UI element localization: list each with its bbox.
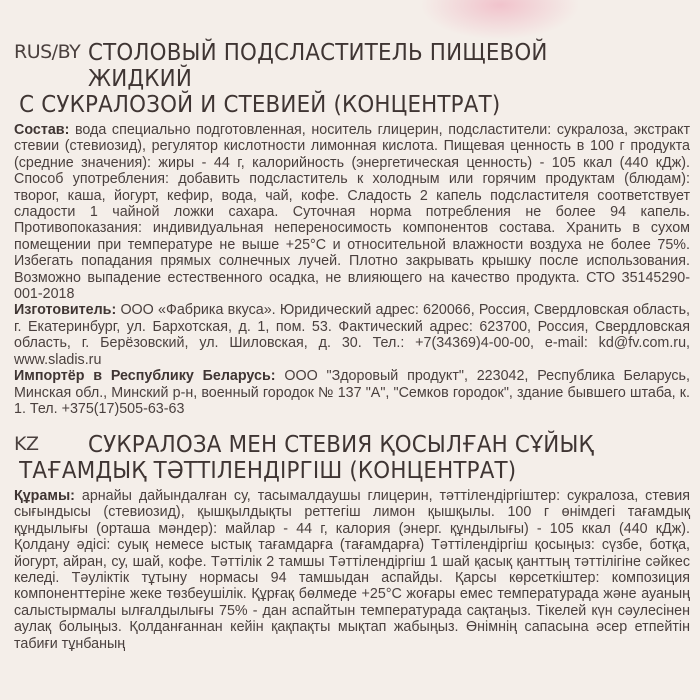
- rus-composition-text: вода специально подготовленная, носитель глицерин, подсластители: сукралоза, экстракт стевии (стевиозид), регулятор кислотности лимонная кислота. Пищевая ценность в 100 г продукта (средние значения): жиры - 44 г, калорийность (энергетическая ценность) - 105 ккал (440 кДж). Способ употребления: добавить подсластитель к холодным или горячим продуктам (блюдам): творог, каша, йогурт, кефир, вода, чай, кофе. Сладость 2 капель подсластителя соответствует сладости 1 чайной ложки сахара. Суточная норма потребления не более 94 капель. Противопоказания: индивидуальная непереносимость компонентов состава. Хранить в сухом помещении при температуре не выше +25°С и относительной влажности воздуха не более 75%. Избегать попадания прямых солнечных лучей. Плотно закрывать крышку после использования. Возможно выпадение естественного осадка, не влияющего на качество продукта. СТО 35145290-001-2018: [14, 122, 690, 303]
- kz-section: [14, 432, 690, 652]
- rus-section: [14, 40, 690, 417]
- rus-title-line2: С СУКРАЛОЗОЙ И СТЕВИЕЙ (КОНЦЕНТРАТ): [19, 92, 501, 118]
- kz-header: [14, 432, 690, 484]
- rus-body: [14, 122, 690, 417]
- kz-lang-code: KZ: [14, 433, 39, 455]
- rus-header: [14, 40, 690, 118]
- rus-importer-label: Импортёр в Республику Беларусь:: [14, 368, 276, 385]
- rus-manufacturer-label: Изготовитель:: [14, 302, 117, 319]
- rus-composition: [14, 122, 690, 302]
- rus-importer: [14, 368, 690, 417]
- kz-composition: [14, 488, 690, 652]
- kz-title-line2: ТАҒАМДЫҚ ТӘТТІЛЕНДІРГІШ (КОНЦЕНТРАТ): [19, 458, 517, 484]
- kz-composition-text: арнайы дайындалған су, тасымалдаушы глицерин, тәттілендіргіштер: сукралоза, стевия сығындысы (стевиозид), қышқылдықты реттегіш лимон қышқылы. 100 г өнімдегі тағамдық құндылығы (орташа мәндер): майлар - 44 г, калория (энерг. құндылығы) - 105 ккал (440 кДж). Қолдану әдісі: суық немесе ыстық тағамдарға (тағамдарға) Тәттілендіргіш қосыңыз: сүзбе, ботқа, йогурт, айран, су, шай, кофе. Тәттілік 2 тамшы Тәттілендіргіш 1 шай қасық қанттың тәттілігіне сәйкес келеді. Тәуліктік тұтыну нормасы 94 тамшыдан аспайды. Қарсы көрсеткіштер: композиция компоненттеріне жеке төзбеушілік. Құрғақ бөлмеде +25°С жоғары емес температурада және ауаның салыстырмалы ылғалдылығы 75% - дан аспайтын температурада сақтаңыз. Тікелей күн сәулесінен аулақ болыңыз. Қолданғаннан кейін қақпақты мықтап жабыңыз. Өнімнің сапасына әсер етпейтін табиғи тұнбаның: [14, 488, 690, 652]
- rus-lang-code: RUS/BY: [14, 41, 81, 63]
- rus-title-line1: СТОЛОВЫЙ ПОДСЛАСТИТЕЛЬ ПИЩЕВОЙ ЖИДКИЙ: [88, 40, 548, 92]
- kz-body: [14, 488, 690, 652]
- kz-composition-label: Құрамы:: [14, 488, 75, 504]
- kz-title-line1: СУКРАЛОЗА МЕН СТЕВИЯ ҚОСЫЛҒАН СҰЙЫҚ: [88, 432, 594, 458]
- rus-manufacturer: [14, 302, 690, 368]
- rus-manufacturer-text: ООО «Фабрика вкуса». Юридический адрес: 620066, Россия, Свердловская область, г. Екатеринбург, ул. Бархотская, д. 1, пом. 53. Фактический адрес: 623700, Россия, Свердловская область, г. Берёзовский, ул. Шиловская, д. 30. Тел.: +7(34369)4-00-00, e-mail: kd@fv.com.ru, www.sladis.ru: [14, 302, 690, 368]
- rus-importer-text: ООО "Здоровый продукт", 223042, Республика Беларусь, Минская обл., Минский р-н, военный городок № 137 "А", "Семков городок", здание бывшего штаба, к. 1. Тел. +375(17)505-63-63: [14, 368, 690, 417]
- background-pink-blur: [420, 0, 580, 40]
- rus-composition-label: Состав:: [14, 122, 70, 138]
